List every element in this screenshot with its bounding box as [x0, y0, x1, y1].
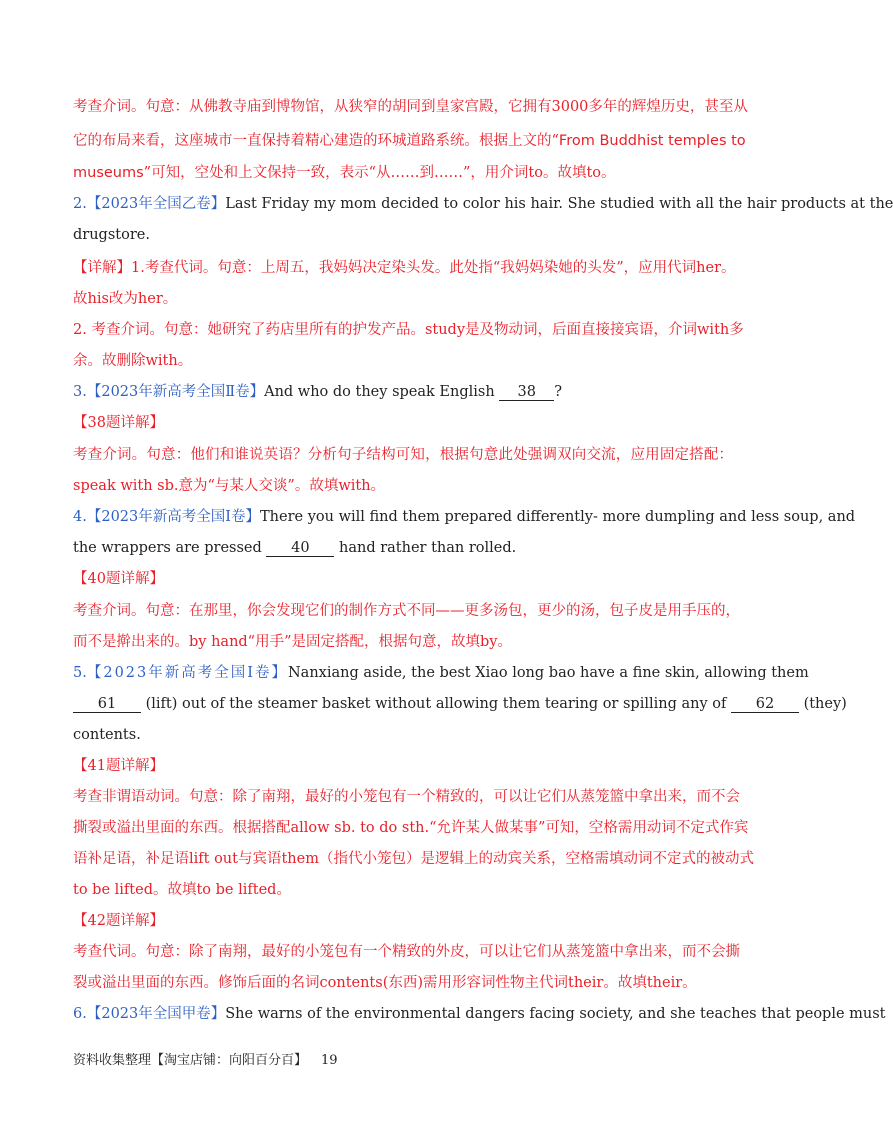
answer-line: 考查介词。句意：在那里，你会发现它们的制作方式不同——更多汤包，更少的汤，包子皮是用手压的，	[73, 603, 740, 619]
question-6: 6.【2023年全国甲卷】She warns of the environmental dangers facing society, and she teaches that people must	[73, 1006, 886, 1022]
answer-line: 考查代词。句意：除了南翔，最好的小笼包有一个精致的外皮，可以让它们从蒸笼篮中拿出来，而不会撕	[73, 944, 740, 960]
section-heading: 【38题详解】	[73, 415, 164, 431]
answer-line: 考查介词。句意：从佛教寺庙到博物馆，从狭窄的胡同到皇家宫殿，它拥有3000多年的辉煌历史，甚至从	[73, 99, 748, 115]
section-heading: 【42题详解】	[73, 913, 164, 929]
answer-blank: 62	[731, 696, 799, 713]
answer-line: 故his改为her。	[73, 291, 178, 307]
answer-blank: 38	[499, 384, 554, 401]
answer-line: 它的布局来看，这座城市一直保持着精心建造的环城道路系统。根据上文的“From Buddhist temples to	[73, 133, 746, 149]
answer-line: 考查非谓语动词。句意：除了南翔，最好的小笼包有一个精致的，可以让它们从蒸笼篮中拿出来，而不会	[73, 789, 740, 805]
answer-line: speak with sb.意为“与某人交谈”。故填with。	[73, 478, 386, 494]
answer-line: 考查介词。句意：他们和谁说英语？分析句子结构可知，根据句意此处强调双向交流，应用固定搭配：	[73, 447, 733, 463]
answer-line: 而不是擀出来的。by hand“用手”是固定搭配，根据句意，故填by。	[73, 634, 512, 650]
answer-line: 裂或溢出里面的东西。修饰后面的名词contents(东西)需用形容词性物主代词their。故填their。	[73, 975, 697, 991]
question-5: 5.【2023年新高考全国Ⅰ卷】Nanxiang aside, the best Xiao long bao have a fine skin, allowing them	[73, 665, 809, 681]
question-text: 61 (lift) out of the steamer basket without allowing them tearing or spilling any of 62 (they)	[73, 694, 733, 714]
answer-line: 余。故删除with。	[73, 353, 193, 369]
page-footer	[73, 1049, 338, 1068]
answer-line: 语补足语，补足语lift out与宾语them（指代小笼包）是逻辑上的动宾关系，空格需填动词不定式的被动式	[73, 851, 754, 867]
question-3: 3.【2023年新高考全国Ⅱ卷】And who do they speak English 38 ?	[73, 384, 563, 400]
answer-line: 2. 考查介词。句意：她研究了药店里所有的护发产品。study是及物动词，后面直接接宾语，介词with多	[73, 322, 744, 338]
question-text: drugstore.	[73, 227, 150, 243]
answer-blank: 40	[266, 540, 334, 557]
page-number: 19	[321, 1053, 338, 1068]
answer-line: 撕裂或溢出里面的东西。根据搭配allow sb. to do sth.“允许某人做某事”可知，空格需用动词不定式作宾	[73, 820, 749, 836]
answer-blank: 61	[73, 696, 141, 713]
question-2: 2.【2023年全国乙卷】Last Friday my mom decided to color his hair. She studied with all the hair products at the	[73, 196, 893, 212]
question-text: the wrappers are pressed 40 hand rather than rolled.	[73, 540, 517, 556]
section-heading: 【41题详解】	[73, 758, 164, 774]
answer-line: 【详解】1.考查代词。句意：上周五，我妈妈决定染头发。此处指“我妈妈染她的头发”，应用代词her。	[73, 260, 736, 276]
answer-line: to be lifted。故填to be lifted。	[73, 882, 291, 898]
section-heading: 【40题详解】	[73, 571, 164, 587]
answer-line: museums”可知，空处和上文保持一致，表示“从……到……”，用介词to。故填to。	[73, 165, 616, 181]
footer-source: 资料收集整理【淘宝店铺：向阳百分百】	[73, 1053, 308, 1068]
question-text: contents.	[73, 727, 141, 743]
question-4: 4.【2023年新高考全国Ⅰ卷】There you will find them prepared differently- more dumpling and less soup, and	[73, 509, 856, 525]
